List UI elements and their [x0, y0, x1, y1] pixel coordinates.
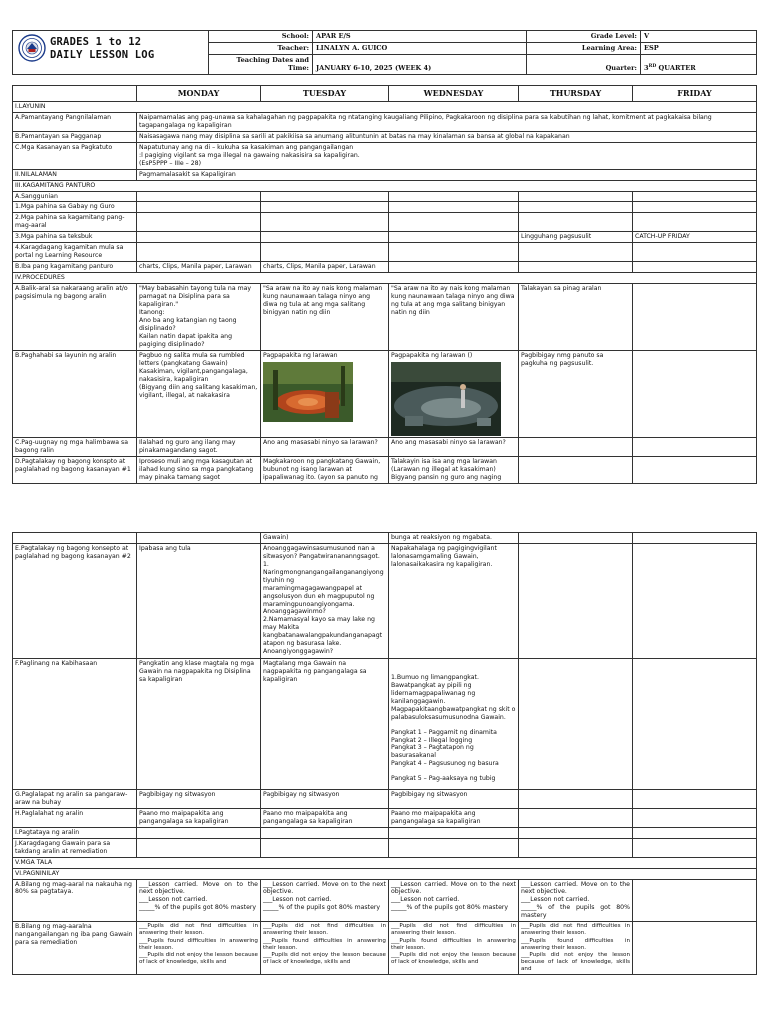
row-label-balik: A.Balik-aral sa nakaraang aralin at/o pagsisimula ng bagong aralin: [13, 283, 137, 350]
wed-pagtalakay1: Talakayin isa isa ang mga larawan (Larawan ng illegal at kasakiman) Bigyang pansin ng guro ang naging: [389, 456, 519, 483]
tue-pagtalakay1-cont: Gawain): [261, 533, 389, 544]
mon-pagtalakay1: Iproseso muli ang mga kasagutan at ilahad kung sino sa mga pangkatang may pinaka tamang sagot: [137, 456, 261, 483]
tue-paglalahat: Paano mo maipapakita ang pangangalaga sa kapaligiran: [261, 808, 389, 827]
illegal-logging-image: [263, 362, 353, 422]
row-mga-tala: V.MGA TALA: [13, 857, 757, 868]
mon-balik: "May babasahin tayong tula na may pamagat na Disiplina para sa kapaligiran." Itanong: Ano ba ang katangian ng taong disiplinado? Kailan natin dapat ipakita ang pagiging disiplinado?: [137, 283, 261, 350]
wed-paglalapat: Pagbibigay ng sitwasyon: [389, 789, 519, 808]
thu-paghahabi: Pagbibigay nmg panuto sa pagkuha ng pagsusulit.: [519, 350, 633, 437]
dates-label: Teaching Dates and Time:: [209, 55, 313, 75]
row-label-kasanayan: C.Mga Kasanayan sa Pagkatuto: [13, 142, 137, 169]
fri-teksbuk: CATCH-UP FRIDAY: [633, 232, 757, 243]
row-label-pagganap: B.Pamantayan sa Pagganap: [13, 131, 137, 142]
wed-paguugnay: Ano ang masasabi ninyo sa larawan?: [389, 437, 519, 456]
wed-pagtalakay2: Napakahalaga ng pagigingvigilant lalonasamgamaling Gawain, lalonasaikakasira ng kapaligiran.: [389, 543, 519, 658]
row-label-kagamitang-pang: 2.Mga pahina sa kagamitang pang-mag-aaral: [13, 213, 137, 232]
tue-paguugnay: Ano ang masasabi ninyo sa larawan?: [261, 437, 389, 456]
wed-balik: "Sa araw na ito ay nais kong malaman kung naunawaan talaga ninyo ang diwa ng tula at ang mga salitang binigyan natin ng diin: [389, 283, 519, 350]
row-label-sanggunian: A.Sanggunian: [13, 191, 137, 202]
header-title-grades: GRADES 1 to 12: [50, 36, 142, 48]
row-label-pagtalakay2: E.Pagtalakay ng bagong konsepto at paglalahad ng bagong kasanayan #2: [13, 543, 137, 658]
row-pagninilay: VI.PAGNINILAY: [13, 868, 757, 879]
thu-teksbuk: Lingguhang pagsusulit: [519, 232, 633, 243]
row-procedures: IV.PROCEDURES: [13, 273, 757, 284]
wed-bilang-a: ___Lesson carried. Move on to the next objective. ___Lesson not carried. _____% of the pupils got 80% mastery: [389, 879, 519, 922]
header-title-cell: [13, 31, 209, 75]
row-layunin: I.LAYUNIN: [13, 101, 757, 112]
wed-paghahabi: Pagpapakita ng larawan (): [389, 350, 519, 437]
day-header-friday: FRIDAY: [633, 85, 757, 101]
thu-bilang-b: ___Pupils did not find difficulties in answering their lesson. ___Pupils found difficulties in answering their lesson. ___Pupils did not enjoy the lesson because of lack of knowledge, skills and: [519, 922, 633, 975]
teacher-value: LINALYN A. GUICO: [313, 43, 527, 55]
row-label-teksbuk: 3.Mga pahina sa teksbuk: [13, 232, 137, 243]
mon-pagtalakay2: Ipabasa ang tula: [137, 543, 261, 658]
row-label-pagtataya: I.Pagtataya ng aralin: [13, 827, 137, 838]
day-header-wednesday: WEDNESDAY: [389, 85, 519, 101]
lesson-table-1: [12, 85, 757, 484]
row-pamantayang: Naipamamalas ang pag-unawa sa kahalagahan ng pagpapakita ng ntatanging kaugaliang Pilipino, Pagkakaroon ng disiplina para sa kabutihan ng lahat, komitment at pagkakaisa bilang tagapangalaga ng kapaligiran: [137, 112, 757, 131]
tue-bilang-b: ___Pupils did not find difficulties in answering their lesson. ___Pupils found difficulties in answering their lesson. ___Pupils did not enjoy the lesson because of lack of knowledge, skills and: [261, 922, 389, 975]
tue-paglalapat: Pagbibigay ng sitwasyon: [261, 789, 389, 808]
wed-paglinang: 1.Bumuo ng limangpangkat. Bawatpangkat ay pipili ng lidernamagpapaliwanag ng kanilanggagawin. Magpapakitaangbawatpangkat ng skit o palabasuloksasumusunodna Gawain. Pangkat 1 – Paggamit ng dinamita Pangkat 2 – Illegal logging Pangkat 3 – Pagtatapon ng basurasakanal Pangkat 4 – Pagsusunog ng basura Pangkat 5 – Pag-aaksaya ng tubig: [389, 658, 519, 789]
tue-paghahabi: Pagpapakita ng larawan: [261, 350, 389, 437]
mon-paglinang: Pangkatin ang klase magtala ng mga Gawain na nagpapakita ng Disiplina sa kapaligiran: [137, 658, 261, 789]
lesson-log-page-2: [12, 532, 756, 975]
header-table: [12, 30, 757, 75]
school-label: School:: [209, 31, 313, 43]
tue-pagtalakay2: Anoanggagawinsasumusunod nan a sitwasyon? Pangatwiranananngsagot. 1. Naringmongnangangailanganangiyong tiyuhin ng maramingmagagawangpapel at angsolusyon dun eh magpuputol ng maramingpunoangiyongama. Anoanggagawinmo? 2.Namamasyal kayo sa may lake ng may Makita kangbatanawalangpakundanganapagt atapon ng basurasa lake. Anoangiyonggagawin?: [261, 543, 389, 658]
mon-bilang-a: ___Lesson carried. Move on to the next objective. ___Lesson not carried. _____% of the pupils got 80% mastery: [137, 879, 261, 922]
quarter-value: 3RD QUARTER: [641, 55, 757, 75]
wed-pagtalakay1-cont: bunga at reaksiyon ng mgabata.: [389, 533, 519, 544]
thu-bilang-a: ___Lesson carried. Move on to the next objective. ___Lesson not carried. _____% of the pupils got 80% mastery: [519, 879, 633, 922]
mon-paglalahat: Paano mo maipapakita ang pangangalaga sa kapaligiran: [137, 808, 261, 827]
row-kasanayan: Napatutunay ang na di – kukuha sa kasakiman ang pangangailangan :l pagiging vigilant sa mga illegal na gawaing nakasisira sa kapaligiran. (EsP5PPP – IIIe – 28): [137, 142, 757, 169]
row-pagganap: Naisasagawa nang may disiplina sa sarili at pakikiisa sa anumang alituntunin at batas na may kinalaman sa bansa at global na kapakanan: [137, 131, 757, 142]
row-label-iba-pang: B.Iba pang kagamitang panturo: [13, 262, 137, 273]
mon-paguugnay: Ilalahad ng guro ang ilang may pinakamagandang sagot.: [137, 437, 261, 456]
row-label-gabay: 1.Mga pahina sa Gabay ng Guro: [13, 202, 137, 213]
area-value: ESP: [641, 43, 757, 55]
tue-iba-pang: charts, Clips, Manila paper, Larawan: [261, 262, 389, 273]
mon-paglalapat: Pagbibigay ng sitwasyon: [137, 789, 261, 808]
wed-paglalahat: Paano mo maipapakita ang pangangalaga sa kapaligiran: [389, 808, 519, 827]
row-label-paglinang: F.Paglinang na Kabihasaan: [13, 658, 137, 789]
grade-label: Grade Level:: [527, 31, 641, 43]
quarter-label: Quarter:: [527, 55, 641, 75]
row-label-paghahabi: B.Paghahabi sa layunin ng aralin: [13, 350, 137, 437]
tue-balik: "Sa araw na ito ay nais kong malaman kung naunawaan talaga ninyo ang diwa ng tula at ang mga salitang binigyan natin ng diin: [261, 283, 389, 350]
row-kagamitan: III.KAGAMITANG PANTURO: [13, 180, 757, 191]
lesson-table-2: [12, 532, 757, 975]
row-label-paglalapat: G.Paglalapat ng aralin sa pangaraw-araw na buhay: [13, 789, 137, 808]
day-header-thursday: THURSDAY: [519, 85, 633, 101]
row-label-pagtalakay1: D.Pagtalakay ng bagong konspto at paglalahad ng bagong kasanayan #1: [13, 456, 137, 483]
dates-value: JANUARY 6-10, 2025 (WEEK 4): [313, 55, 527, 75]
thu-balik: Talakayan sa pinag aralan: [519, 283, 633, 350]
row-label-karagdagang-gawain: J.Karagdagang Gawain para sa takdang aralin at remediation: [13, 838, 137, 857]
row-label-karagdagang: 4.Karagdagang kagamitan mula sa portal ng Learning Resource: [13, 243, 137, 262]
day-header-monday: MONDAY: [137, 85, 261, 101]
lesson-log-page-1: [12, 30, 756, 484]
header-title-dll: DAILY LESSON LOG: [50, 49, 155, 61]
deped-seal-icon: [18, 34, 46, 62]
tue-bilang-a: ___Lesson carried. Move on to the next objective. ___Lesson not carried. _____% of the pupils got 80% mastery: [261, 879, 389, 922]
mon-bilang-b: ___Pupils did not find difficulties in answering their lesson. ___Pupils found difficulties in answering their lesson. ___Pupils did not enjoy the lesson because of lack of knowledge, skills and: [137, 922, 261, 975]
school-value: APAR E/S: [313, 31, 527, 43]
mon-iba-pang: charts, Clips, Manila paper, Larawan: [137, 262, 261, 273]
area-label: Learning Area:: [527, 43, 641, 55]
row-label-pamantayang: A.Pamantayang Pangnilalaman: [13, 112, 137, 131]
row-label-nilalaman: II.NILALAMAN: [13, 169, 137, 180]
tue-pagtalakay1: Magkakaroon ng pangkatang Gawain, bubunot ng isang larawan at ipapaliwanag ito. (ayon sa panuto ng: [261, 456, 389, 483]
teacher-label: Teacher:: [209, 43, 313, 55]
mon-paghahabi: Pagbuo ng salita mula sa rumbled letters (pangkatang Gawain) Kasakiman, vigilant,pangangalaga, nakasisira, kapaligiran (Bigyang diin ang salitang kasakiman, vigilant, illegal, at nakakasira: [137, 350, 261, 437]
row-label-paglalahat: H.Paglalahat ng aralin: [13, 808, 137, 827]
row-label-bilang-b: B.Bilang ng mag-aaralna nangangailangan ng iba pang Gawain para sa remediation: [13, 922, 137, 975]
row-label-paguugnay: C.Pag-uugnay ng mga halimbawa sa bagong ralin: [13, 437, 137, 456]
grade-value: V: [641, 31, 757, 43]
tue-paglinang: Magtalang mga Gawain na nagpapakita ng pangangalaga sa kapaligiran: [261, 658, 389, 789]
polluted-river-image: [391, 362, 501, 436]
day-header-blank: [13, 85, 137, 101]
row-nilalaman: Pagmamalasakit sa Kapaligiran: [137, 169, 757, 180]
day-header-tuesday: TUESDAY: [261, 85, 389, 101]
wed-bilang-b: ___Pupils did not find difficulties in answering their lesson. ___Pupils found difficulties in answering their lesson. ___Pupils did not enjoy the lesson because of lack of knowledge, skills and: [389, 922, 519, 975]
row-label-bilang-a: A.Bilang ng mag-aaral na nakauha ng 80% sa pagtataya.: [13, 879, 137, 922]
